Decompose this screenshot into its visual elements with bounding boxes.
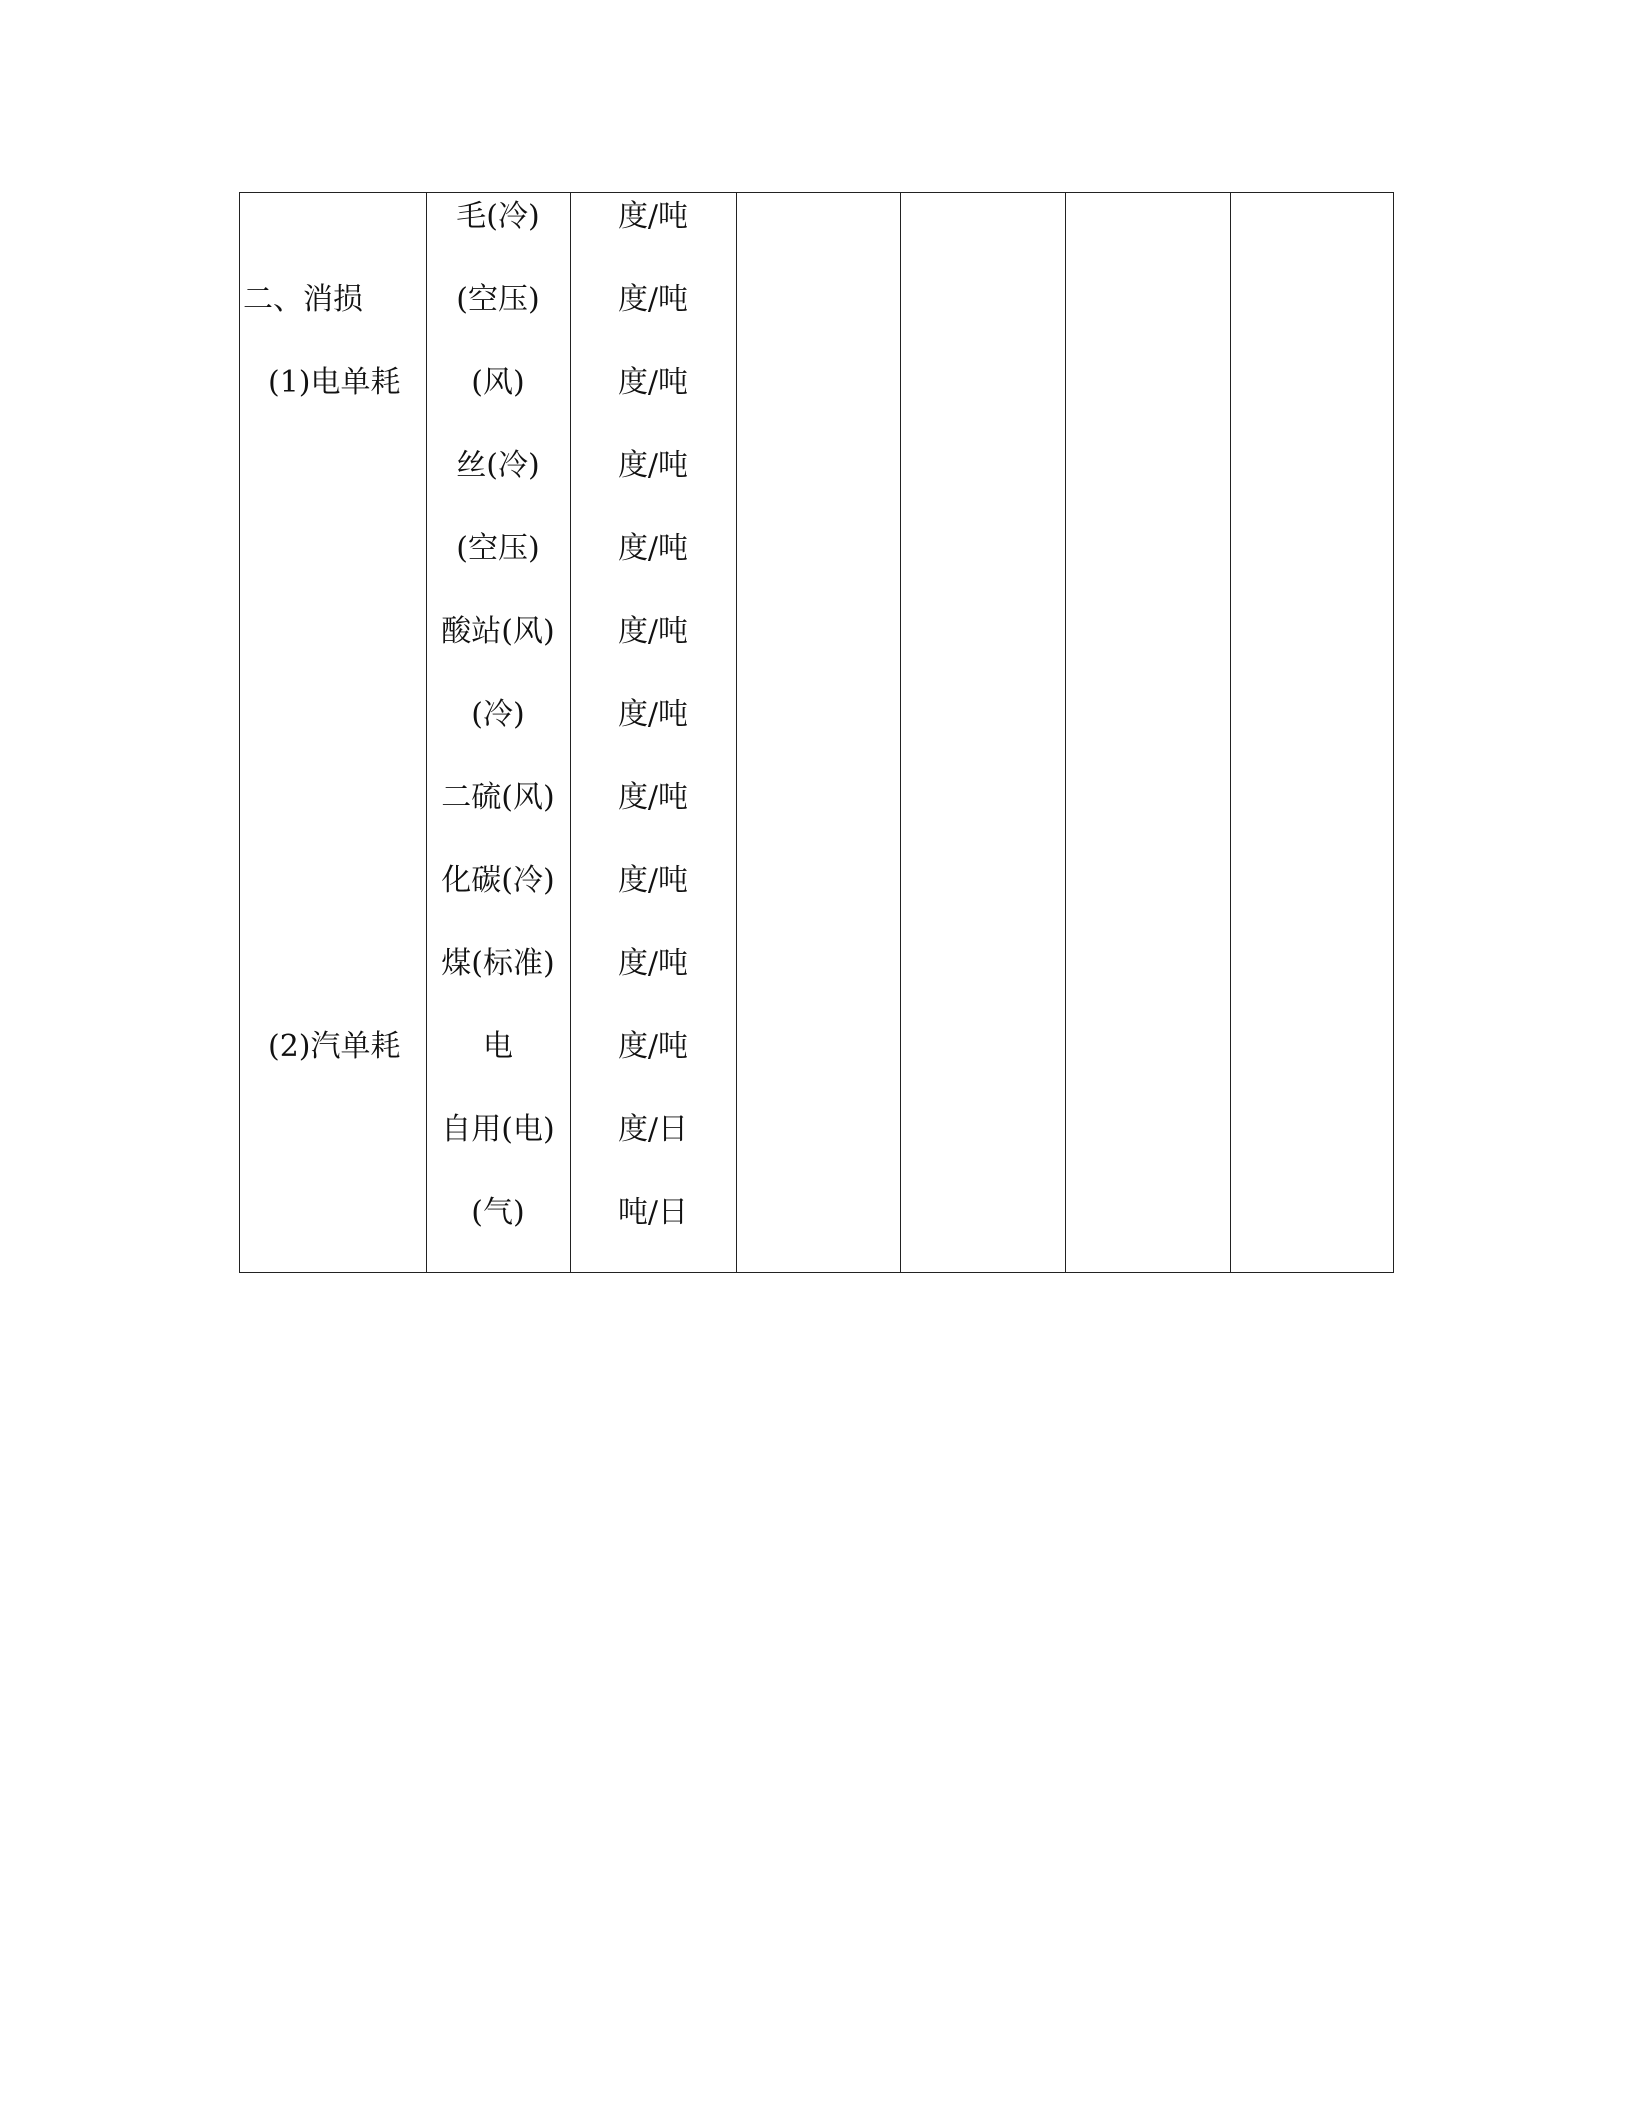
item-cell <box>240 614 454 650</box>
sub-item-cell: (空压) <box>456 282 540 317</box>
item-cell <box>240 199 454 235</box>
sub-item-cell: 丝(冷) <box>456 448 540 483</box>
unit-cell: 度/吨 <box>617 448 689 483</box>
sub-item-cell: 化碳(冷) <box>441 863 555 898</box>
sub-item-cell: 自用(电) <box>441 1112 555 1147</box>
unit-cell: 吨/日 <box>617 1195 689 1230</box>
item-cell <box>240 780 454 816</box>
sub-item-cell: 酸站(风) <box>441 614 555 649</box>
unit-cell: 度/日 <box>617 1112 689 1147</box>
item-cell <box>240 1195 454 1231</box>
item-cell <box>240 1112 454 1148</box>
sub-item-cell: (风) <box>471 365 525 400</box>
column-divider <box>1065 193 1066 1272</box>
item-cell <box>240 448 454 484</box>
unit-cell: 度/吨 <box>617 697 689 732</box>
unit-cell: 度/吨 <box>617 863 689 898</box>
column-divider <box>900 193 901 1272</box>
item-cell: 二、消损 <box>243 282 363 317</box>
sub-item-cell: 电 <box>483 1029 513 1064</box>
unit-cell: 度/吨 <box>617 531 689 566</box>
unit-cell: 度/吨 <box>617 282 689 317</box>
item-cell <box>240 531 454 567</box>
sub-item-cell: 二硫(风) <box>441 780 555 815</box>
sub-item-cell: 煤(标准) <box>441 946 555 981</box>
unit-cell: 度/吨 <box>617 199 689 234</box>
item-cell: (2)汽单耗 <box>268 1029 401 1064</box>
unit-cell: 度/吨 <box>617 365 689 400</box>
unit-cell: 度/吨 <box>617 780 689 815</box>
item-cell: (1)电单耗 <box>268 365 401 400</box>
item-cell <box>240 863 454 899</box>
unit-cell: 度/吨 <box>617 1029 689 1064</box>
sub-item-cell: (冷) <box>471 697 525 732</box>
item-cell <box>240 946 454 982</box>
item-cell <box>240 697 454 733</box>
sub-item-cell: (气) <box>471 1195 525 1230</box>
sub-item-cell: 毛(冷) <box>456 199 540 234</box>
consumption-table <box>239 192 1394 1273</box>
sub-item-cell: (空压) <box>456 531 540 566</box>
unit-cell: 度/吨 <box>617 614 689 649</box>
column-divider <box>1230 193 1231 1272</box>
unit-cell: 度/吨 <box>617 946 689 981</box>
column-divider <box>736 193 737 1272</box>
